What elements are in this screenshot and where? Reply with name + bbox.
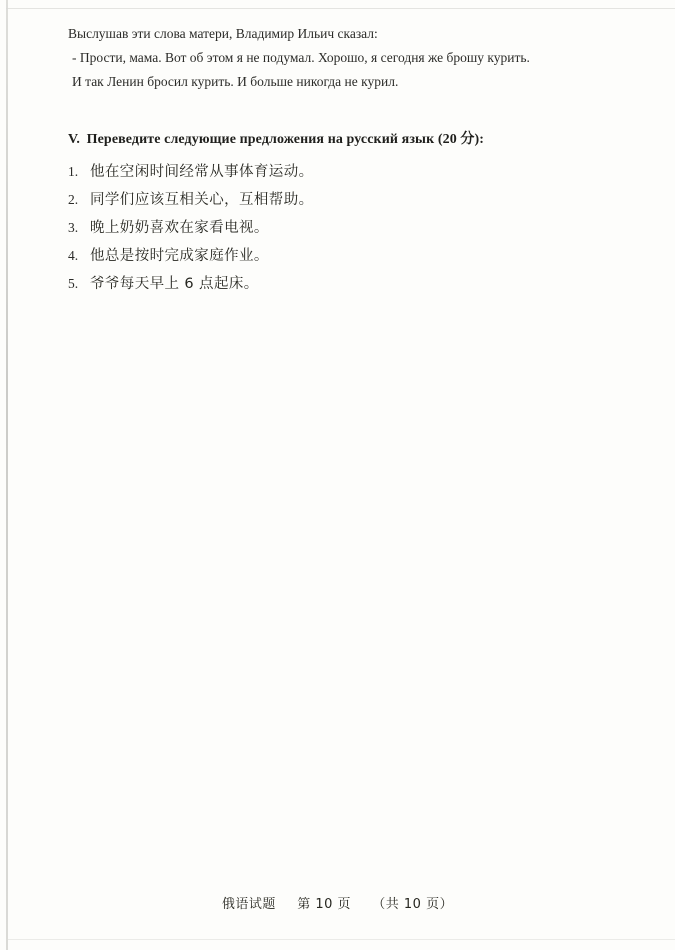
story-line-1: Выслушав эти слова матери, Владимир Ильич сказал: xyxy=(68,26,378,41)
footer-page-number: 第 10 页 xyxy=(297,897,351,912)
page-content xyxy=(68,22,628,298)
page-footer xyxy=(0,893,675,912)
section-title: Переведите следующие предложения на русский язык (20 分): xyxy=(86,132,485,147)
list-item-text: 晚上奶奶喜欢在家看电视。 xyxy=(90,220,269,236)
page-left-edge-artifact xyxy=(6,0,8,950)
list-item xyxy=(68,214,628,242)
list-item-number: 5. xyxy=(68,276,79,291)
page-bottom-edge-artifact xyxy=(6,939,675,940)
story-line-2: - Прости, мама. Вот об этом я не подумал. Хорошо, я сегодня же брошу курить. xyxy=(72,50,530,65)
translation-exercise-list xyxy=(68,158,628,298)
list-item-number: 3. xyxy=(68,220,79,235)
list-item-text: 他总是按时完成家庭作业。 xyxy=(90,248,269,264)
story-paragraph xyxy=(68,22,628,94)
list-item-number: 4. xyxy=(68,248,79,263)
list-item xyxy=(68,158,628,186)
story-line-3: И так Ленин бросил курить. И больше никогда не курил. xyxy=(72,74,399,89)
list-item xyxy=(68,242,628,270)
list-item-text: 他在空闲时间经常从事体育运动。 xyxy=(90,164,314,180)
list-item-number: 1. xyxy=(68,164,79,179)
list-item xyxy=(68,270,628,298)
list-item xyxy=(68,186,628,214)
list-item-number: 2. xyxy=(68,192,79,207)
list-item-text: 爷爷每天早上 6 点起床。 xyxy=(90,276,259,292)
footer-total-pages: （共 10 页） xyxy=(372,897,454,912)
footer-subject: 俄语试题 xyxy=(221,897,276,912)
section-heading xyxy=(68,128,628,148)
section-numeral: V. xyxy=(68,132,81,147)
page-top-edge-artifact xyxy=(6,8,675,9)
list-item-text: 同学们应该互相关心，互相帮助。 xyxy=(90,192,314,208)
